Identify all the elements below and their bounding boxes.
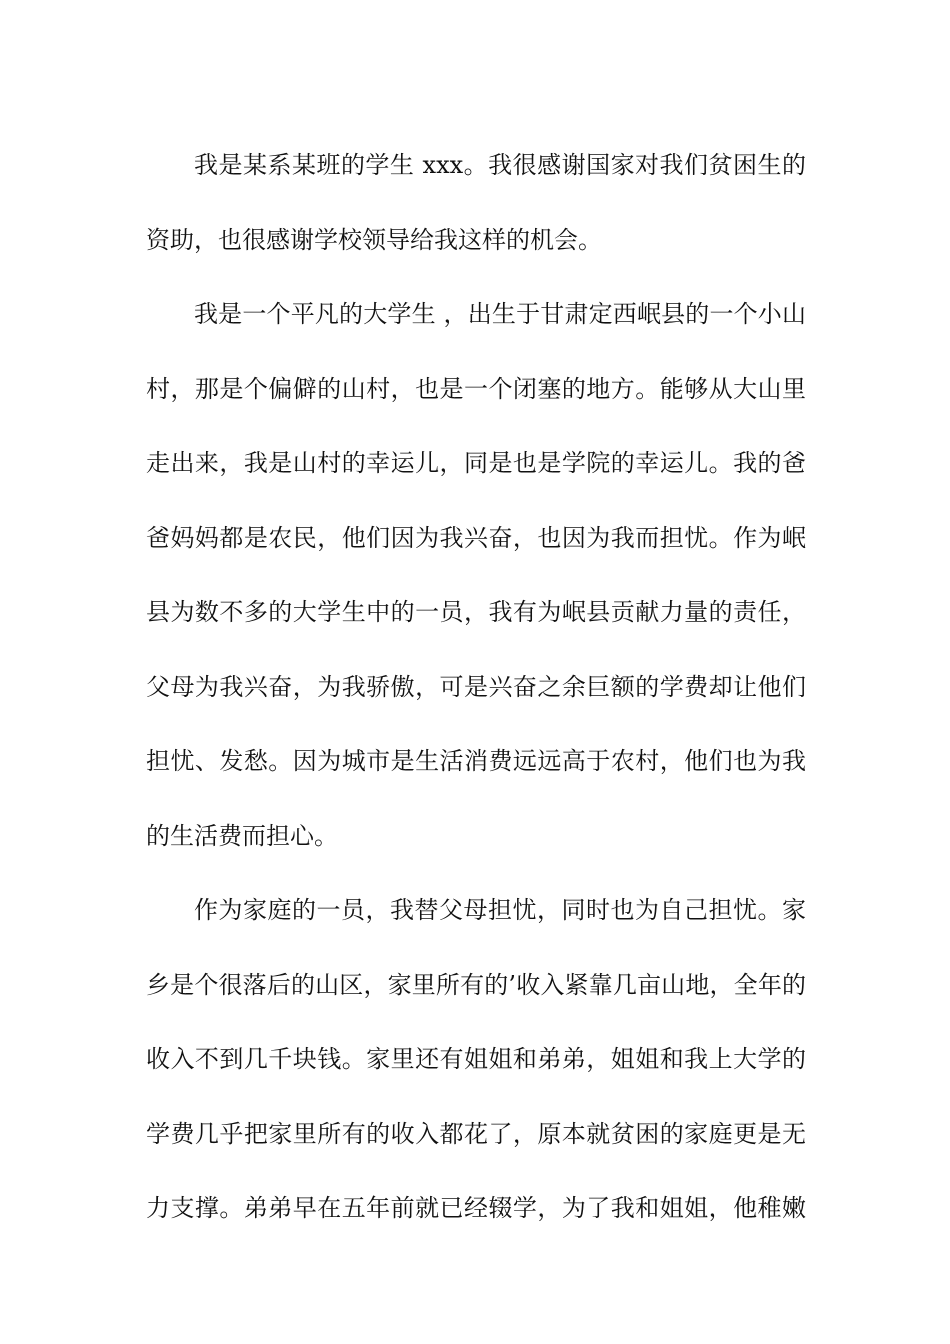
text-line: 我是某系某班的学生 xxx。我很感谢国家对我们贫困生的 [194, 151, 806, 179]
text-line: 资助，也很感谢学校领导给我这样的机会。 [146, 225, 602, 254]
text-line: 我是一个平凡的大学生 ，出生于甘肃定西岷县的一个小山 [194, 300, 806, 328]
text-line: 爸妈妈都是农民，他们因为我兴奋，也因为我而担忧。作为岷 [146, 523, 806, 552]
text-line: 的生活费而担心。 [146, 821, 338, 850]
text-line: 走出来，我是山村的幸运儿，同是也是学院的幸运儿。我的爸 [146, 449, 806, 477]
document-body [146, 128, 806, 1246]
text-line: 作为家庭的一员，我替父母担忧，同时也为自己担忧。家 [194, 896, 806, 924]
text-line: 父母为我兴奋，为我骄傲，可是兴奋之余巨额的学费却让他们 [146, 672, 806, 701]
text-line: 村，那是个偏僻的山村，也是一个闭塞的地方。能够从大山里 [146, 374, 806, 403]
paragraph-2 [146, 277, 806, 873]
text-line: 学费几乎把家里所有的收入都花了，原本就贫困的家庭更是无 [146, 1119, 806, 1148]
text-line: 力支撑。弟弟早在五年前就已经辍学，为了我和姐姐，他稚嫩 [146, 1194, 806, 1222]
text-line: 乡是个很落后的山区，家里所有的’收入紧靠几亩山地，全年的 [146, 970, 806, 999]
text-line: 县为数不多的大学生中的一员，我有为岷县贡献力量的责任， [146, 598, 806, 626]
paragraph-1 [146, 128, 806, 277]
text-line: 收入不到几千块钱。家里还有姐姐和弟弟，姐姐和我上大学的 [146, 1045, 806, 1073]
text-line: 担忧、发愁。因为城市是生活消费远远高于农村，他们也为我 [146, 747, 806, 775]
paragraph-3 [146, 873, 806, 1246]
